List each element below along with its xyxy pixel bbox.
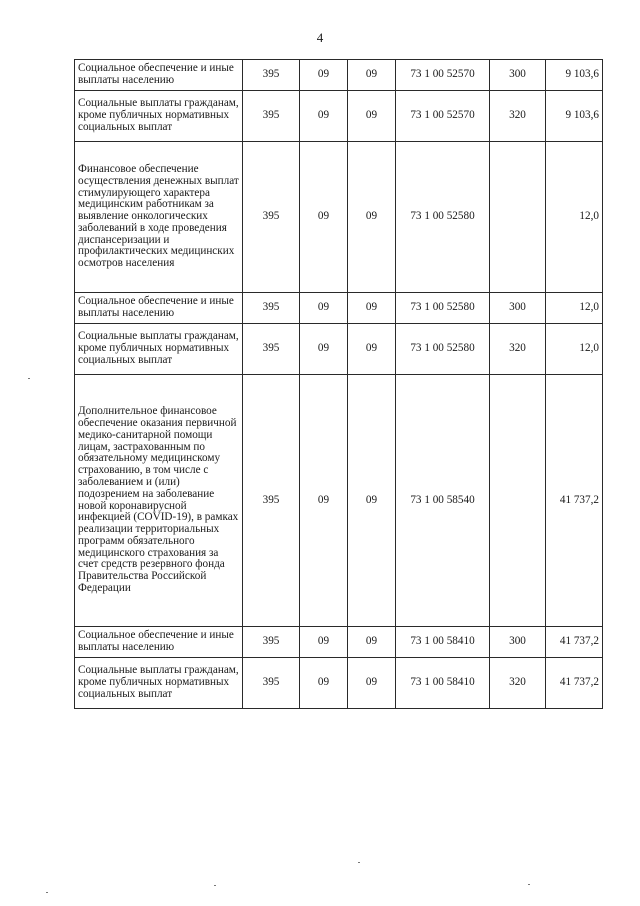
row-name-cell: Социальное обеспечение и иные выплаты населению — [75, 293, 243, 324]
row-name-cell: Социальные выплаты гражданам, кроме публичных нормативных социальных выплат — [75, 658, 243, 709]
subsection-cell: 09 — [348, 658, 396, 709]
table-row — [75, 658, 603, 709]
amount-cell: 41 737,2 — [546, 627, 603, 658]
grbs-cell: 395 — [243, 627, 300, 658]
page-number: 4 — [316, 30, 324, 45]
section-cell: 09 — [300, 60, 348, 91]
subsection-cell: 09 — [348, 375, 396, 627]
scan-speck — [46, 892, 48, 893]
target-article-cell: 73 1 00 52580 — [396, 142, 490, 293]
subsection-cell: 09 — [348, 324, 396, 375]
table-row — [75, 375, 603, 627]
table-row — [75, 627, 603, 658]
subsection-cell: 09 — [348, 60, 396, 91]
target-article-cell: 73 1 00 58410 — [396, 627, 490, 658]
grbs-cell: 395 — [243, 142, 300, 293]
scan-speck — [214, 885, 216, 886]
table-row — [75, 324, 603, 375]
expense-type-cell — [490, 142, 546, 293]
expense-type-cell: 300 — [490, 627, 546, 658]
table-row — [75, 91, 603, 142]
amount-cell: 9 103,6 — [546, 91, 603, 142]
grbs-cell: 395 — [243, 324, 300, 375]
expense-type-cell: 320 — [490, 324, 546, 375]
row-name-cell: Социальные выплаты гражданам, кроме публичных нормативных социальных выплат — [75, 324, 243, 375]
scan-speck — [28, 378, 30, 379]
subsection-cell: 09 — [348, 142, 396, 293]
amount-cell: 9 103,6 — [546, 60, 603, 91]
amount-cell: 12,0 — [546, 324, 603, 375]
expense-type-cell: 320 — [490, 658, 546, 709]
target-article-cell: 73 1 00 58410 — [396, 658, 490, 709]
grbs-cell: 395 — [243, 293, 300, 324]
row-name-cell: Социальное обеспечение и иные выплаты населению — [75, 60, 243, 91]
section-cell: 09 — [300, 658, 348, 709]
target-article-cell: 73 1 00 52570 — [396, 60, 490, 91]
grbs-cell: 395 — [243, 375, 300, 627]
section-cell: 09 — [300, 324, 348, 375]
amount-cell: 12,0 — [546, 293, 603, 324]
target-article-cell: 73 1 00 58540 — [396, 375, 490, 627]
target-article-cell: 73 1 00 52580 — [396, 324, 490, 375]
scan-speck — [528, 884, 530, 885]
section-cell: 09 — [300, 142, 348, 293]
budget-table — [74, 59, 603, 709]
table-row — [75, 293, 603, 324]
section-cell: 09 — [300, 293, 348, 324]
expense-type-cell: 300 — [490, 60, 546, 91]
target-article-cell: 73 1 00 52570 — [396, 91, 490, 142]
amount-cell: 41 737,2 — [546, 658, 603, 709]
row-name-cell: Социальное обеспечение и иные выплаты населению — [75, 627, 243, 658]
grbs-cell: 395 — [243, 91, 300, 142]
target-article-cell: 73 1 00 52580 — [396, 293, 490, 324]
expense-type-cell — [490, 375, 546, 627]
section-cell: 09 — [300, 91, 348, 142]
expense-type-cell: 300 — [490, 293, 546, 324]
scan-speck — [358, 862, 360, 863]
amount-cell: 41 737,2 — [546, 375, 603, 627]
expense-type-cell: 320 — [490, 91, 546, 142]
grbs-cell: 395 — [243, 658, 300, 709]
amount-cell: 12,0 — [546, 142, 603, 293]
row-name-cell: Дополнительное финансовое обеспечение оказания первичной медико-санитарной помощи лицам, застрахованным по обязательному медицинскому страхованию, в том числе с заболеванием и (или) подозрением на заболевание новой коронавирусной инфекцией (COVID-19), в рамках реализации территориальных программ обязательного медицинского страхования за счет средств резервного фонда Правительства Российской Федерации — [75, 375, 243, 627]
subsection-cell: 09 — [348, 91, 396, 142]
grbs-cell: 395 — [243, 60, 300, 91]
row-name-cell: Финансовое обеспечение осуществления денежных выплат стимулирующего характера медицинским работникам за выявление онкологических заболеваний в ходе проведения диспансеризации и профилактических медицинских осмотров населения — [75, 142, 243, 293]
table-row — [75, 142, 603, 293]
subsection-cell: 09 — [348, 293, 396, 324]
section-cell: 09 — [300, 627, 348, 658]
subsection-cell: 09 — [348, 627, 396, 658]
row-name-cell: Социальные выплаты гражданам, кроме публичных нормативных социальных выплат — [75, 91, 243, 142]
table-row — [75, 60, 603, 91]
section-cell: 09 — [300, 375, 348, 627]
